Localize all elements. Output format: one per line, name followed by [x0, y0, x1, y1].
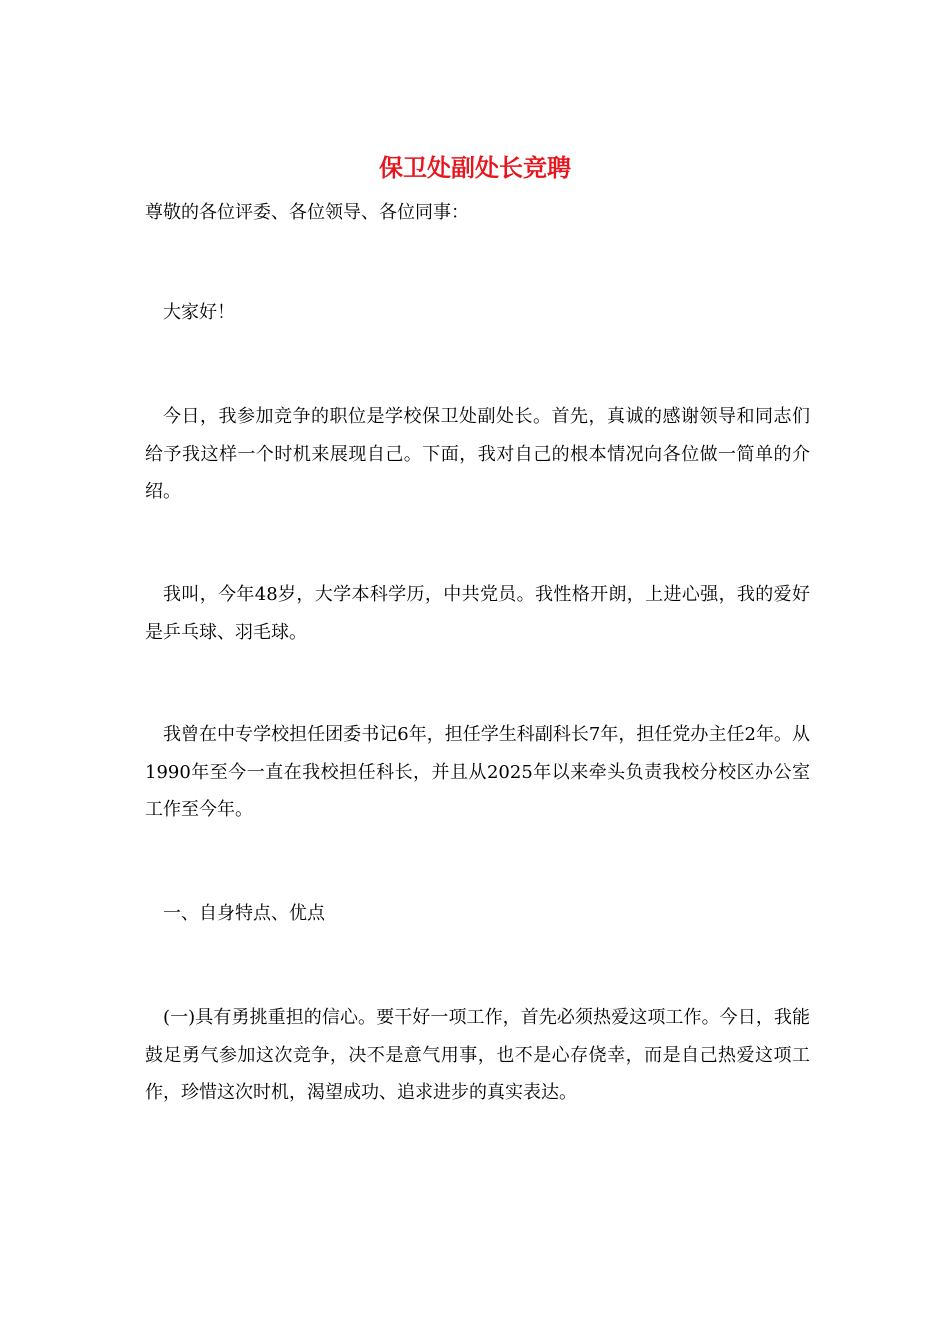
- greeting-line: 尊敬的各位评委、各位领导、各位同事：: [145, 202, 469, 223]
- paragraph-hello: 大家好！: [163, 302, 235, 323]
- paragraph-personal-info: 我叫，今年48岁，大学本科学历，中共党员。我性格开朗，上进心强，我的爱好是乒乓球、羽毛球。: [145, 584, 810, 643]
- document-title: 保卫处副处长竞聘: [379, 153, 571, 182]
- section-heading: 一、自身特点、优点: [163, 903, 325, 924]
- paragraph-work-history: 我曾在中专学校担任团委书记6年，担任学生科副科长7年，担任党办主任2年。从1990年至今一直在我校担任科长，并且从2025年以来牵头负责我校分校区办公室工作至今年。: [145, 724, 810, 820]
- paragraph-confidence: (一)具有勇挑重担的信心。要干好一项工作，首先必须热爱这项工作。今日，我能鼓足勇气参加这次竞争，决不是意气用事，也不是心存侥幸，而是自己热爱这项工作，珍惜这次时机，渴望成功、追求进步的真实表达。: [145, 1007, 810, 1103]
- paragraph-intro: 今日，我参加竞争的职位是学校保卫处副处长。首先，真诚的感谢领导和同志们给予我这样一个时机来展现自己。下面，我对自己的根本情况向各位做一简单的介绍。: [145, 406, 810, 502]
